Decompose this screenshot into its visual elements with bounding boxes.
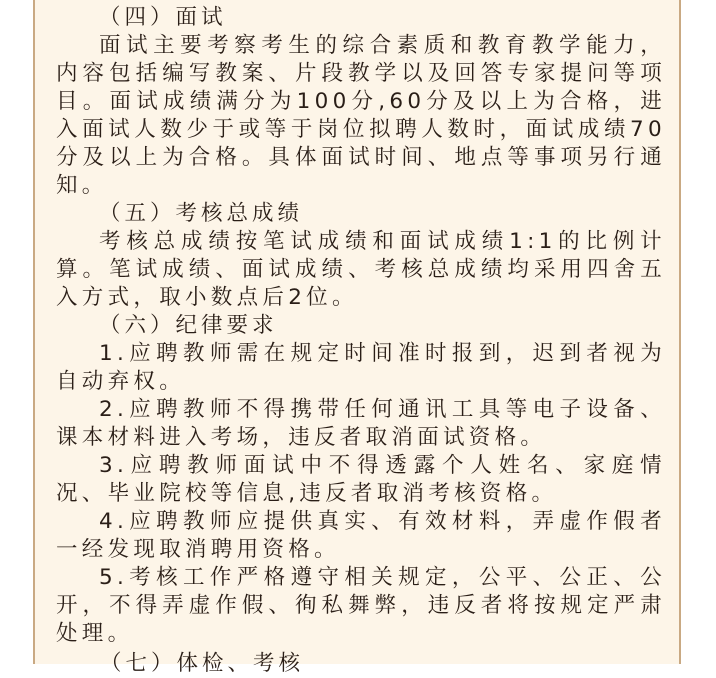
discipline-item-1: 1.应聘教师需在规定时间准时报到，迟到者视为自动弃权。 (56, 341, 666, 394)
section-heading-interview: （四）面试 (99, 5, 227, 30)
discipline-item-3: 3.应聘教师面试中不得透露个人姓名、家庭情况、毕业院校等信息,违反者取消考核资格。 (56, 453, 666, 506)
discipline-item-4: 4.应聘教师应提供真实、有效材料，弄虚作假者一经发现取消聘用资格。 (56, 509, 666, 562)
discipline-item-2: 2.应聘教师不得携带任何通讯工具等电子设备、课本材料进入考场，违反者取消面试资格。 (56, 397, 666, 450)
discipline-item-5: 5.考核工作严格遵守相关规定，公平、公正、公开，不得弄虚作假、徇私舞弊，违反者将按规定严肃处理。 (56, 565, 666, 646)
section-heading-next-cut: （七）体检、考核 (100, 651, 305, 676)
section-heading-discipline: （六）纪律要求 (99, 313, 278, 338)
section-body-total-score: 考核总成绩按笔试成绩和面试成绩1:1的比例计算。笔试成绩、面试成绩、考核总成绩均采用四舍五入方式，取小数点后2位。 (56, 229, 666, 310)
document-content (56, 4, 666, 648)
section-body-interview: 面试主要考察考生的综合素质和教育教学能力，内容包括编写教案、片段教学以及回答专家提问等项目。面试成绩满分为100分,60分及以上为合格，进入面试人数少于或等于岗位拟聘人数时，面试成绩70分及以上为合格。具体面试时间、地点等事项另行通知。 (56, 33, 666, 198)
section-heading-total-score: （五）考核总成绩 (99, 201, 304, 226)
